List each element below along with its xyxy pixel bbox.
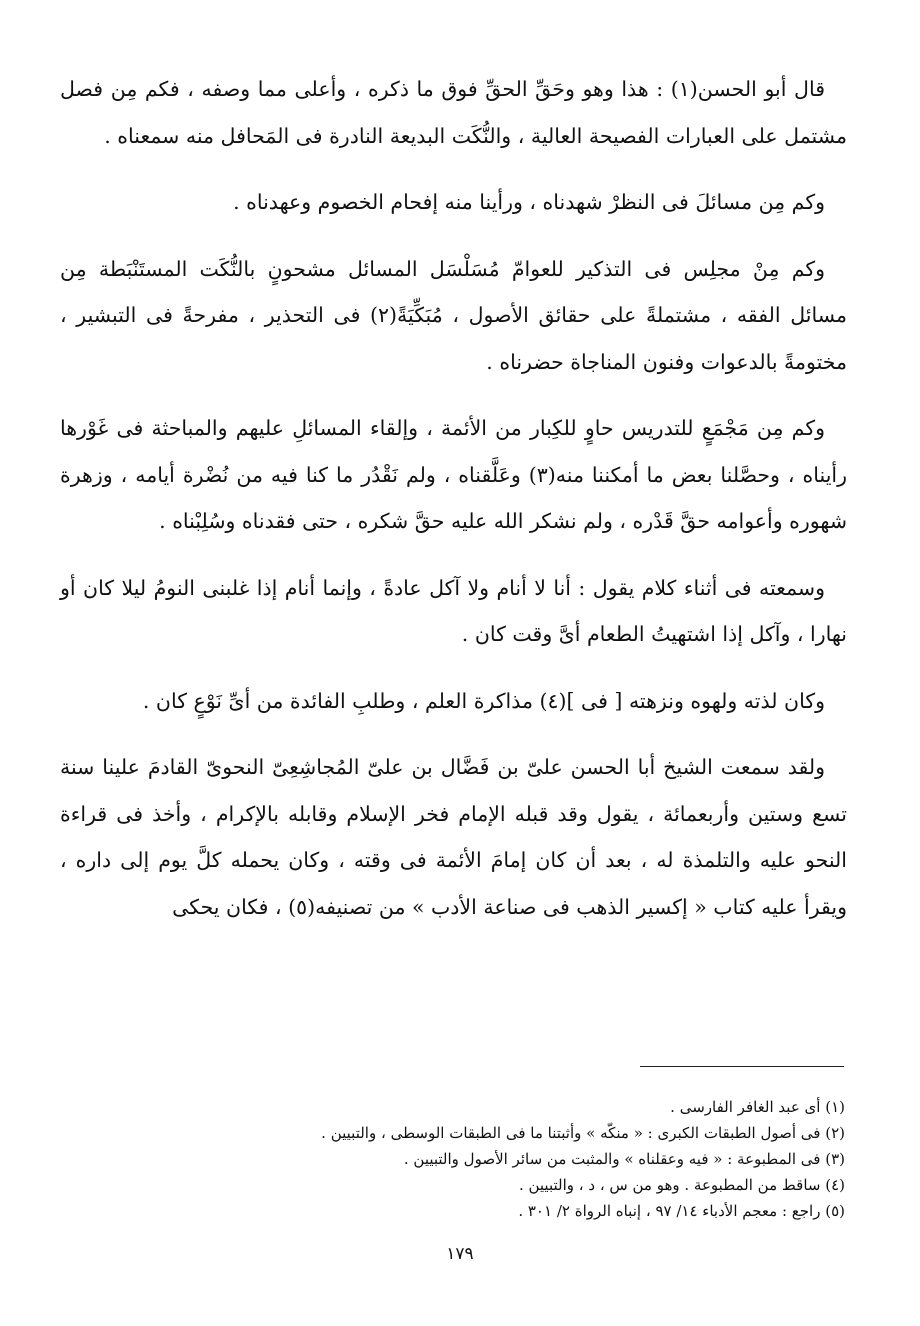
footnote-5: (٥) راجع : معجم الأدباء ١٤/ ٩٧ ، إنباه الرواة ٢/ ٣٠١ .: [518, 1202, 845, 1220]
footnote-1: (١) أى عبد الغافر الفارسى .: [670, 1098, 845, 1116]
footnotes: [60, 1094, 847, 1224]
paragraph-4: وكم مِن مَجْمَعٍ للتدريس حاوٍ للكِبار من الأئمة ، وإلقاء المسائلِ عليهم والمباحثة فى غَوْرها رأيناه ، وحصَّلنا بعض ما أمكننا منه(٣) وعَلَّقناه ، ولم نَقْدُر ما كنا فيه من نُضْرة أيامه ، وزهرة شهوره وأعوامه حقَّ قَدْره ، ولم نشكر الله عليه حقَّ شكره ، حتى فقدناه وسُلِبْناه .: [60, 416, 847, 533]
page-number: ١٧٩: [446, 1244, 474, 1264]
paragraph-3: وكم مِنْ مجلِس فى التذكير للعوامّ مُسَلْسَل المسائل مشحونٍ بالنُّكَت المستَنْبَطة مِن مسائل الفقه ، مشتملةً على حقائق الأصول ، مُبَكِّيَةً(٢) فى التحذير ، مفرحةً فى التبشير ، مختومةً بالدعوات وفنون المناجاة حضرناه .: [60, 256, 847, 374]
footnote-3: (٣) فى المطبوعة : « فيه وعقلناه » والمثبت من سائر الأصول والتبيين .: [403, 1150, 845, 1168]
footnote-divider: [640, 1066, 844, 1067]
paragraph-7: ولقد سمعت الشيخ أبا الحسن علىّ بن فَضَّال بن علىّ المُجاشِعِىّ النحوىّ القادمَ علينا سنة تسع وستين وأربعمائة ، يقول وقد قبله الإمام فخر الإسلام وقابله بالإكرام ، وأخذ فى قراءة النحو عليه والتلمذة له ، بعد أن كان إمامَ الأئمة فى وقته ، وكان يحمله كلَّ يوم إلى داره ، ويقرأ عليه كتاب « إكسير الذهب فى صناعة الأدب » من تصنيفه(٥) ، فكان يحكى: [60, 755, 847, 919]
paragraph-5: وسمعته فى أثناء كلام يقول : أنا لا أنام ولا آكل عادةً ، وإنما أنام إذا غلبنى النومُ ليلا كان أو نهارا ، وآكل إذا اشتهيتُ الطعام أىَّ وقت كان .: [60, 575, 847, 646]
main-text: [60, 66, 847, 950]
paragraph-6: وكان لذته ولهوه ونزهته [ فى ](٤) مذاكرة العلم ، وطلبِ الفائدة من أىِّ نَوْعٍ كان .: [142, 688, 825, 713]
paragraph-2: وكم مِن مسائلَ فى النظرْ شهدناه ، ورأينا منه إفحام الخصوم وعهدناه .: [233, 190, 825, 214]
paragraph-1: قال أبو الحسن(١) : هذا وهو وحَقِّ الحقِّ فوق ما ذكره ، وأعلى مما وصفه ، فكم مِن فصل مشتمل على العبارات الفصيحة العالية ، والنُّكَت البديعة النادرة فى المَحافل منه سمعناه .: [60, 77, 847, 148]
footnote-2: (٢) فى أصول الطبقات الكبرى : « منكّه » وأثبتنا ما فى الطبقات الوسطى ، والتبيين .: [321, 1124, 845, 1142]
footnote-4: (٤) ساقط من المطبوعة . وهو من س ، د ، والتبيين .: [518, 1176, 845, 1194]
